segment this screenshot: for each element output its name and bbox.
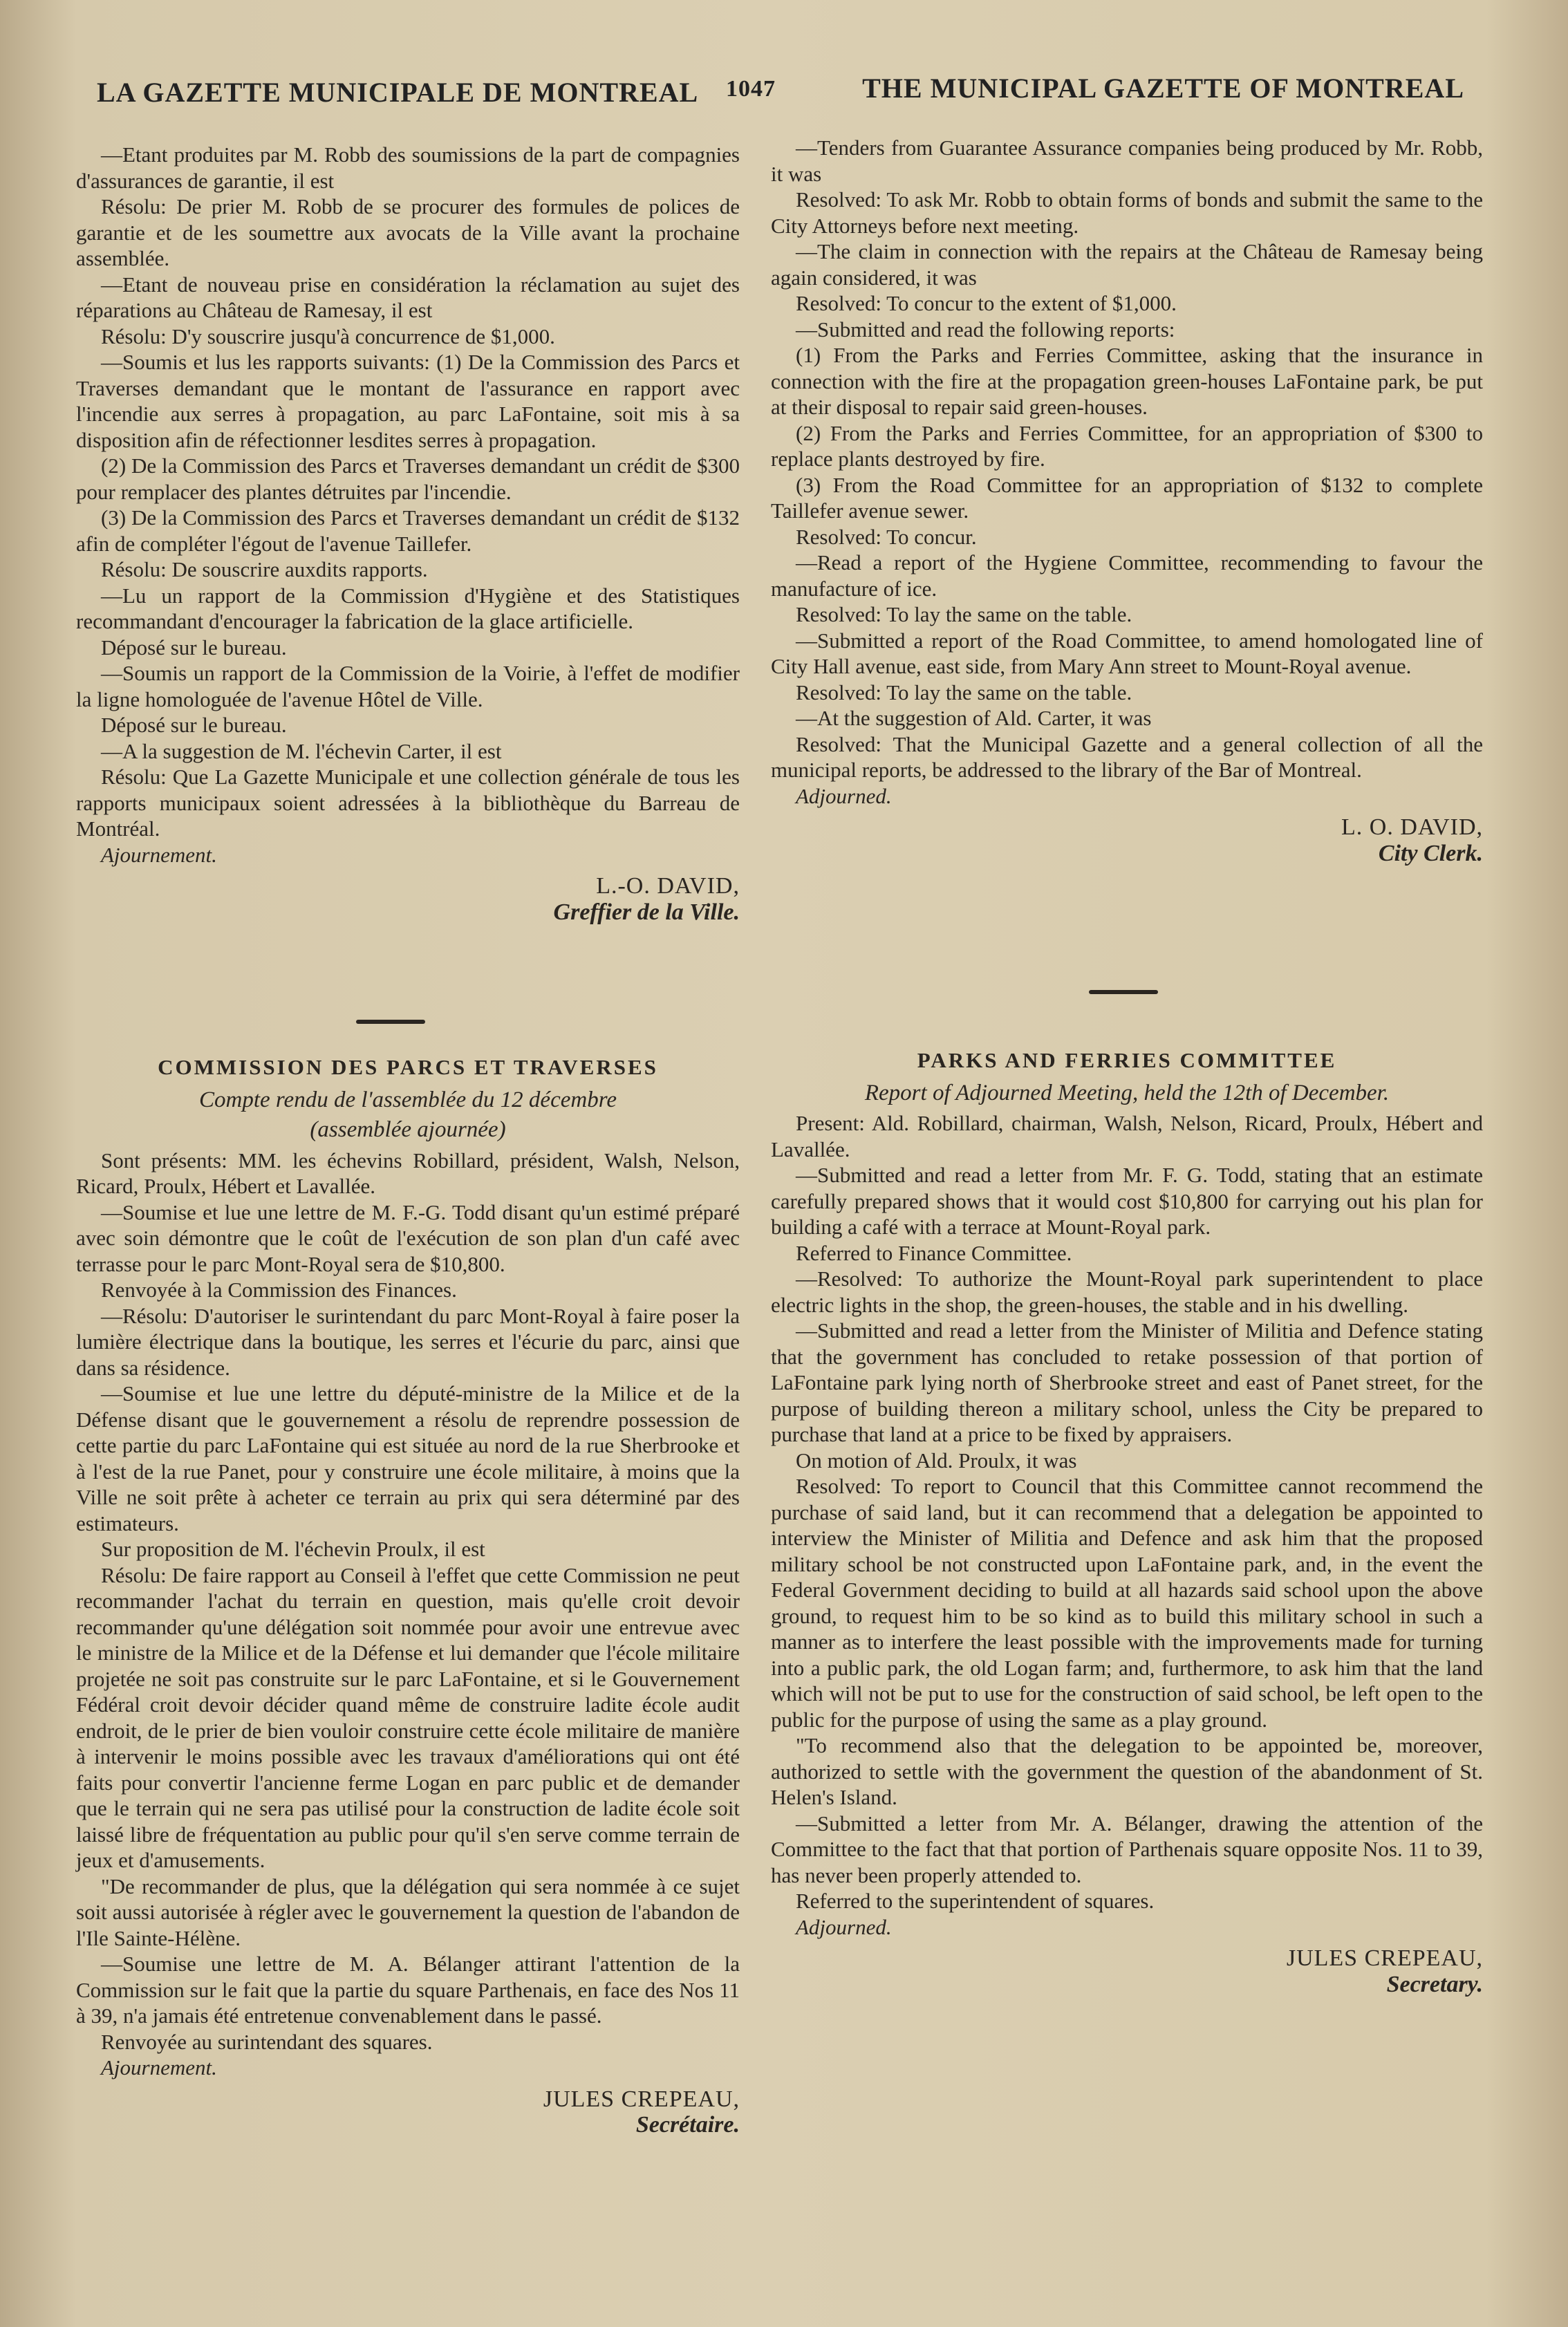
paragraph: —Submitted and read the following reports:	[796, 317, 1175, 342]
paragraph: "De recommander de plus, que la délégation qui sera nommée à ce sujet soit aussi autorisée à régler avec le gouvernement la question de l'abandon de l'Ile Sainte-Hélène.	[76, 1873, 740, 1950]
paragraph: Resolved: To report to Council that this Committee cannot recommend the purchase of said land, but it can recommend that a delegation be appointed to interview the Minister of Militia and Defence and ask him that the proposed military school be not constructed upon LaFontaine park, and, in the event the Federal Government deciding to build at all hazards said school upon the above ground, to request him to be so kind as to build this military school in such a manner as to interfere the least possible with the improvements made for turning into a public park, the old Logan farm; and, furthermore, to ask him that the land which will not be put to use for the construction of said school, be left open to the public for the purpose of using the same as a play ground.	[771, 1474, 1483, 1732]
paragraph: Renvoyée au surintendant des squares.	[101, 2029, 433, 2054]
signature-block	[76, 873, 740, 925]
section-subtitle: Compte rendu de l'assemblée du 12 décembre	[199, 1087, 617, 1112]
paragraph: —Lu un rapport de la Commission d'Hygiène et des Statistiques recommandant d'encourager la fabrication de la glace artificielle.	[76, 583, 740, 633]
paragraph: (3) De la Commission des Parcs et Traverses demandant un crédit de $132 afin de compléter l'égout de l'avenue Taillefer.	[76, 505, 740, 556]
signature-block	[771, 1945, 1483, 1997]
paragraph: (1) From the Parks and Ferries Committee, asking that the insurance in connection with the fire at the propagation green-houses LaFontaine park, be put at their disposal to repair said green-houses.	[771, 343, 1483, 419]
header-english-title: THE MUNICIPAL GAZETTE OF MONTREAL	[862, 73, 1464, 104]
paragraph: —Resolved: To authorize the Mount-Royal park superintendent to place electric lights in the shop, the green-houses, the stable and in his dwelling.	[771, 1267, 1483, 1317]
paragraph: Résolu: D'y souscrire jusqu'à concurrence de $1,000.	[101, 324, 555, 348]
paragraph: —Soumise et lue une lettre du député-ministre de la Milice et de la Défense disant que le gouvernement a résolu de reprendre possession de cette partie du parc LaFontaine qui est située au nord de la rue Sherbrooke et à l'est de la rue Panet, pour y construire une école militaire, à moins que la Ville ne soit prête à acheter ce terrain au prix qui sera déterminé par des estimateurs.	[76, 1381, 740, 1535]
adjournment: Adjourned.	[796, 783, 892, 808]
paragraph: Résolu: De prier M. Robb de se procurer des formules de polices de garantie et de les soumettre aux avocats de la Ville avant la prochaine assemblée.	[76, 194, 740, 270]
paragraph: Resolved: To concur.	[796, 524, 977, 549]
paragraph: —Etant de nouveau prise en considération la réclamation au sujet des réparations au Château de Ramesay, il est	[76, 272, 740, 322]
section-title: COMMISSION DES PARCS ET TRAVERSES	[158, 1055, 658, 1079]
adjournment: Ajournement.	[101, 842, 217, 867]
paragraph: —Read a report of the Hygiene Committee, recommending to favour the manufacture of ice.	[771, 550, 1483, 601]
page-header	[90, 64, 1464, 112]
signature-block	[771, 814, 1483, 866]
paragraph: Sont présents: MM. les échevins Robillard, président, Walsh, Nelson, Ricard, Proulx, Hébert et Lavallée.	[76, 1148, 740, 1198]
paragraph: (2) De la Commission des Parcs et Traverses demandant un crédit de $300 pour remplacer des plantes détruites par l'incendie.	[76, 454, 740, 504]
paragraph: Resolved: To lay the same on the table.	[796, 680, 1132, 704]
adjournment: Ajournement.	[101, 2055, 217, 2080]
section-divider	[356, 1020, 425, 1024]
section-divider	[1089, 990, 1158, 994]
signature-name: L.-O. DAVID,	[596, 873, 740, 899]
paragraph: Resolved: To lay the same on the table.	[796, 602, 1132, 626]
header-french-title: LA GAZETTE MUNICIPALE DE MONTREAL	[97, 77, 699, 108]
paragraph: —Soumise et lue une lettre de M. F.-G. Todd disant qu'un estimé préparé avec soin démontre que le coût de l'exécution de son plan d'un café avec terrasse pour le parc Mont-Royal sera de $10,800.	[76, 1199, 740, 1276]
french-council-minutes	[76, 142, 740, 925]
paragraph: —Submitted a letter from Mr. A. Bélanger, drawing the attention of the Committee to the fact that that portion of Parthenais square opposite Nos. 11 to 39, has never been properly attended to.	[771, 1811, 1483, 1887]
paragraph: —At the suggestion of Ald. Carter, it was	[796, 706, 1152, 730]
section-title: PARKS AND FERRIES COMMITTEE	[917, 1048, 1337, 1072]
paragraph: Sur proposition de M. l'échevin Proulx, il est	[101, 1537, 485, 1561]
signature-title: Secrétaire.	[635, 2112, 740, 2138]
signature-block	[76, 2086, 740, 2138]
english-parks-report	[771, 1047, 1483, 1997]
paragraph: On motion of Ald. Proulx, it was	[796, 1448, 1077, 1473]
paragraph: Déposé sur le bureau.	[101, 713, 287, 737]
french-parks-report	[76, 1054, 740, 2138]
paragraph: (3) From the Road Committee for an appropriation of $132 to complete Taillefer avenue sewer.	[771, 472, 1483, 523]
signature-title: Greffier de la Ville.	[553, 899, 740, 925]
paragraph: —The claim in connection with the repairs at the Château de Ramesay being again considered, it was	[771, 239, 1483, 290]
paragraph: Present: Ald. Robillard, chairman, Walsh, Nelson, Ricard, Proulx, Hébert and Lavallée.	[771, 1111, 1483, 1161]
section-subtitle-note: (assemblée ajournée)	[310, 1117, 506, 1142]
paragraph: Resolved: To concur to the extent of $1,000.	[796, 291, 1177, 315]
section-subtitle: Report of Adjourned Meeting, held the 12th of December.	[864, 1080, 1390, 1105]
paragraph: Résolu: Que La Gazette Municipale et une collection générale de tous les rapports municipaux soient adressées à la bibliothèque du Barreau de Montréal.	[76, 765, 740, 841]
paragraph: —Résolu: D'autoriser le surintendant du parc Mont-Royal à faire poser la lumière électrique dans la boutique, les serres et l'écurie du parc, ainsi que dans sa résidence.	[76, 1303, 740, 1380]
paragraph: Résolu: De faire rapport au Conseil à l'effet que cette Commission ne peut recommander l'achat du terrain en question, mais qu'elle croit devoir recommander qu'une délégation soit nommée pour avoir une entrevue avec le ministre de la Milice et de la Défense et lui demander que l'école militaire projetée ne soit pas construite sur le parc LaFontaine, et si le Gouvernement Fédéral croit devoir décider quand même de construire ladite école audit endroit, de le prier de bien vouloir construire cette école militaire de manière à intervenir le moins possible avec les travaux d'améliorations qui ont été faits pour convertir l'ancienne ferme Logan en parc public et de demander que le terrain qui ne sera pas utilisé pour la construction de ladite école soit laissé libre de fréquentation au public pour qu'il s'en serve comme terrain de jeux et d'amusements.	[76, 1562, 740, 1872]
paragraph: —Soumis un rapport de la Commission de la Voirie, à l'effet de modifier la ligne homologuée de l'avenue Hôtel de Ville.	[76, 661, 740, 711]
signature-name: JULES CREPEAU,	[543, 2086, 740, 2112]
paragraph: Résolu: De souscrire auxdits rapports.	[101, 557, 428, 581]
paragraph: —Submitted and read a letter from the Minister of Militia and Defence stating that the government has concluded to retake possession of that portion of LaFontaine park lying north of Sherbrooke street and east of Panet street, for the purpose of building thereon a military school, unless the City be prepared to purchase that land at a price to be fixed by appraisers.	[771, 1318, 1483, 1446]
paragraph: Déposé sur le bureau.	[101, 635, 287, 660]
paragraph: Resolved: To ask Mr. Robb to obtain forms of bonds and submit the same to the City Attorneys before next meeting.	[771, 187, 1483, 238]
paragraph: Referred to Finance Committee.	[796, 1240, 1072, 1265]
paragraph: —Submitted and read a letter from Mr. F. G. Todd, stating that an estimate carefully prepared shows that it would cost $10,800 for carrying out his plan for building a café with a terrace at Mount-Royal park.	[771, 1163, 1483, 1239]
paragraph: —Soumise une lettre de M. A. Bélanger attirant l'attention de la Commission sur le fait que la partie du square Parthenais, en face des Nos 11 à 39, n'a jamais été entretenue convenablement dans le passé.	[76, 1952, 740, 2028]
paragraph: "To recommend also that the delegation to be appointed be, moreover, authorized to settle with the government the question of the abandonment of St. Helen's Island.	[771, 1733, 1483, 1809]
signature-name: L. O. DAVID,	[1341, 814, 1483, 840]
signature-title: Secretary.	[1386, 1971, 1483, 1997]
signature-name: JULES CREPEAU,	[1286, 1945, 1483, 1971]
paragraph: —Etant produites par M. Robb des soumissions de la part de compagnies d'assurances de garantie, il est	[76, 142, 740, 193]
paragraph: Renvoyée à la Commission des Finances.	[101, 1278, 457, 1302]
paragraph: Resolved: That the Municipal Gazette and a general collection of all the municipal reports, be addressed to the library of the Bar of Montreal.	[771, 731, 1483, 782]
english-council-minutes	[771, 135, 1483, 866]
paragraph: (2) From the Parks and Ferries Committee, for an appropriation of $300 to replace plants destroyed by fire.	[771, 420, 1483, 471]
paragraph: —Tenders from Guarantee Assurance companies being produced by Mr. Robb, it was	[771, 135, 1483, 186]
page-number: 1047	[726, 76, 776, 102]
paragraph: —A la suggestion de M. l'échevin Carter, il est	[101, 738, 502, 763]
paragraph: Referred to the superintendent of squares.	[796, 1889, 1155, 1913]
adjournment: Adjourned.	[796, 1914, 892, 1939]
signature-title: City Clerk.	[1378, 840, 1483, 866]
paragraph: —Soumis et lus les rapports suivants: (1) De la Commission des Parcs et Traverses demandant que le montant de l'assurance en rapport avec l'incendie aux serres à propagation, au parc LaFontaine, soit mis à sa disposition afin de réfectionner lesdites serres à propagation.	[76, 350, 740, 452]
paragraph: —Submitted a report of the Road Committee, to amend homologated line of City Hall avenue, east side, from Mary Ann street to Mount-Royal avenue.	[771, 628, 1483, 678]
